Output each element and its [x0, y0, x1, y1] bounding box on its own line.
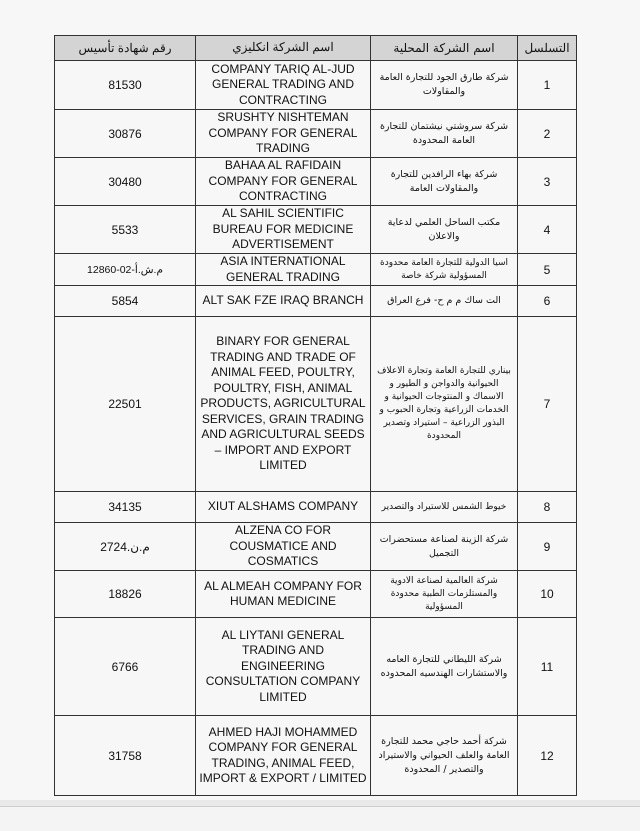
local-company-name: شركة الزينة لصناعة مستحضرات التجميل — [371, 523, 518, 571]
table-row — [55, 110, 577, 158]
local-company-name: شركة طارق الجود للتجارة العامة والمقاولات — [371, 61, 518, 110]
header-serial: التسلسل — [518, 36, 577, 61]
serial-number: 12 — [518, 716, 577, 796]
table-row — [55, 317, 577, 492]
english-company-name: SRUSHTY NISHTEMAN COMPANY FOR GENERAL TRADING — [196, 110, 371, 158]
table-row — [55, 571, 577, 618]
table-row — [55, 254, 577, 286]
local-company-name: مكتب الساحل العلمي لدعاية والاعلان — [371, 206, 518, 254]
certificate-number: 30480 — [55, 158, 196, 206]
local-company-name: خيوط الشمس للاستيراد والتصدير — [371, 492, 518, 523]
local-company-name: بيناري للتجارة العامة وتجارة الاعلاف الحيوانية والدواجن و الطيور و الاسماك و المنتوجات الحيوانية و الخدمات الزراعية وتجارة الحبوب و البذور الزراعية – استيراد وتصدير المحدودة — [371, 317, 518, 492]
certificate-number: م.ن.2724 — [55, 523, 196, 571]
serial-number: 11 — [518, 618, 577, 716]
certificate-number: 81530 — [55, 61, 196, 110]
local-company-name: شركة سروشتي نيشتمان للتجارة العامة المحدودة — [371, 110, 518, 158]
english-company-name: ASIA INTERNATIONAL GENERAL TRADING — [196, 254, 371, 286]
header-local-name: اسم الشركة المحلية — [371, 36, 518, 61]
english-company-name: AL ALMEAH COMPANY FOR HUMAN MEDICINE — [196, 571, 371, 618]
serial-number: 2 — [518, 110, 577, 158]
english-company-name: ALZENA CO FOR COUSMATICE AND COSMATICS — [196, 523, 371, 571]
next-page-edge — [0, 806, 640, 831]
certificate-number: 5854 — [55, 286, 196, 317]
serial-number: 6 — [518, 286, 577, 317]
local-company-name: شركة الليطاني للتجارة العامه والاستشارات الهندسيه المحدوده — [371, 618, 518, 716]
table-row — [55, 618, 577, 716]
english-company-name: AHMED HAJI MOHAMMED COMPANY FOR GENERAL TRADING, ANIMAL FEED, IMPORT & EXPORT / LIMITED — [196, 716, 371, 796]
local-company-name: شركة أحمد حاجي محمد للتجارة العامة والعلف الحيواني والاستيراد والتصدير / المحدودة — [371, 716, 518, 796]
certificate-number: 30876 — [55, 110, 196, 158]
company-registry-table — [54, 35, 577, 796]
table-row — [55, 492, 577, 523]
english-company-name: ALT SAK FZE IRAQ BRANCH — [196, 286, 371, 317]
table-row — [55, 286, 577, 317]
serial-number: 10 — [518, 571, 577, 618]
header-row — [55, 36, 577, 61]
table-row — [55, 206, 577, 254]
certificate-number: 22501 — [55, 317, 196, 492]
certificate-number: 6766 — [55, 618, 196, 716]
table-row — [55, 523, 577, 571]
english-company-name: XIUT ALSHAMS COMPANY — [196, 492, 371, 523]
table-row — [55, 158, 577, 206]
serial-number: 7 — [518, 317, 577, 492]
serial-number: 1 — [518, 61, 577, 110]
serial-number: 9 — [518, 523, 577, 571]
english-company-name: BAHAA AL RAFIDAIN COMPANY FOR GENERAL CONTRACTING — [196, 158, 371, 206]
local-company-name: شركة بهاء الرافدين للتجارة والمقاولات العامة — [371, 158, 518, 206]
serial-number: 4 — [518, 206, 577, 254]
local-company-name: شركة العالمية لصناعة الادوية والمستلزمات الطبية محدودة المسؤولية — [371, 571, 518, 618]
english-company-name: BINARY FOR GENERAL TRADING AND TRADE OF ANIMAL FEED, POULTRY, POULTRY, FISH, ANIMAL PRODUCTS, AGRICULTURAL SERVICES, GRAIN TRADING AND AGRICULTURAL SEEDS – IMPORT AND EXPORT LIMITED — [196, 317, 371, 492]
english-company-name: AL SAHIL SCIENTIFIC BUREAU FOR MEDICINE ADVERTISEMENT — [196, 206, 371, 254]
serial-number: 3 — [518, 158, 577, 206]
serial-number: 5 — [518, 254, 577, 286]
certificate-number: 18826 — [55, 571, 196, 618]
serial-number: 8 — [518, 492, 577, 523]
english-company-name: COMPANY TARIQ AL-JUD GENERAL TRADING AND CONTRACTING — [196, 61, 371, 110]
header-certificate: رقم شهادة تأسيس — [55, 36, 196, 61]
table-row — [55, 716, 577, 796]
header-english-name: اسم الشركة انكليزي — [196, 36, 371, 61]
certificate-number: 5533 — [55, 206, 196, 254]
certificate-number: م.ش.أ-02-12860 — [55, 254, 196, 286]
local-company-name: الت ساك م م ح- فرع العراق — [371, 286, 518, 317]
table-row — [55, 61, 577, 110]
certificate-number: 34135 — [55, 492, 196, 523]
local-company-name: اسيا الدولية للتجارة العامة محدودة المسؤولية شركة خاصة — [371, 254, 518, 286]
english-company-name: AL LIYTANI GENERAL TRADING AND ENGINEERING CONSULTATION COMPANY LIMITED — [196, 618, 371, 716]
certificate-number: 31758 — [55, 716, 196, 796]
